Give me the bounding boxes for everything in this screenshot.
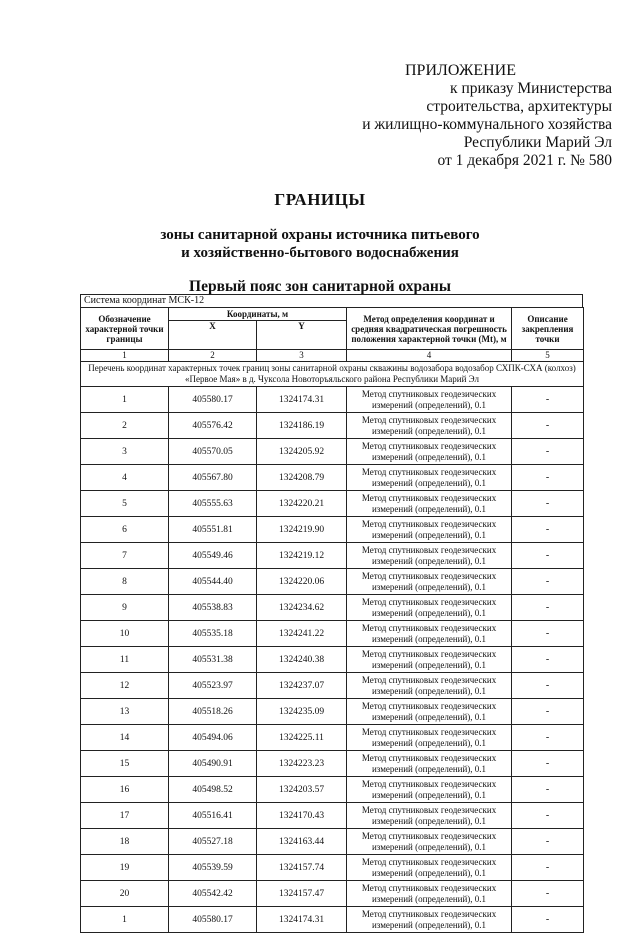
method-cell: Метод спутниковых геодезических измерений (определений), 0.1 <box>347 413 512 439</box>
x-cell: 405567.80 <box>169 465 257 491</box>
method-cell: Метод спутниковых геодезических измерений (определений), 0.1 <box>347 439 512 465</box>
fixing-cell: - <box>512 569 584 595</box>
x-cell: 405580.17 <box>169 387 257 413</box>
x-cell: 405544.40 <box>169 569 257 595</box>
fixing-cell: - <box>512 595 584 621</box>
y-cell: 1324174.31 <box>257 907 347 933</box>
x-cell: 405580.17 <box>169 907 257 933</box>
title-block <box>0 190 640 296</box>
fixing-cell: - <box>512 881 584 907</box>
y-cell: 1324157.74 <box>257 855 347 881</box>
method-cell: Метод спутниковых геодезических измерений (определений), 0.1 <box>347 647 512 673</box>
method-cell: Метод спутниковых геодезических измерений (определений), 0.1 <box>347 777 512 803</box>
x-cell: 405494.06 <box>169 725 257 751</box>
method-cell: Метод спутниковых геодезических измерений (определений), 0.1 <box>347 465 512 491</box>
column-number: 5 <box>512 350 584 362</box>
point-cell: 13 <box>81 699 169 725</box>
appendix-heading: ПРИЛОЖЕНИЕ <box>404 62 516 79</box>
y-cell: 1324241.22 <box>257 621 347 647</box>
table-row <box>81 803 584 829</box>
coordinates-table <box>80 307 584 933</box>
x-cell: 405523.97 <box>169 673 257 699</box>
subtitle-line-1: зоны санитарной охраны источника питьевого <box>160 227 480 243</box>
fixing-cell: - <box>512 543 584 569</box>
x-cell: 405518.26 <box>169 699 257 725</box>
point-cell: 15 <box>81 751 169 777</box>
point-cell: 1 <box>81 387 169 413</box>
point-cell: 9 <box>81 595 169 621</box>
table-row <box>81 699 584 725</box>
fixing-cell: - <box>512 465 584 491</box>
x-cell: 405531.38 <box>169 647 257 673</box>
column-number: 1 <box>81 350 169 362</box>
point-cell: 1 <box>81 907 169 933</box>
fixing-cell: - <box>512 829 584 855</box>
table-row <box>81 751 584 777</box>
point-cell: 14 <box>81 725 169 751</box>
table-row <box>81 491 584 517</box>
point-cell: 7 <box>81 543 169 569</box>
column-number: 4 <box>347 350 512 362</box>
x-cell: 405539.59 <box>169 855 257 881</box>
method-cell: Метод спутниковых геодезических измерений (определений), 0.1 <box>347 855 512 881</box>
x-cell: 405527.18 <box>169 829 257 855</box>
x-cell: 405490.91 <box>169 751 257 777</box>
point-cell: 3 <box>81 439 169 465</box>
table-row <box>81 413 584 439</box>
method-cell: Метод спутниковых геодезических измерений (определений), 0.1 <box>347 725 512 751</box>
table-row <box>81 673 584 699</box>
y-cell: 1324220.21 <box>257 491 347 517</box>
x-cell: 405570.05 <box>169 439 257 465</box>
method-cell: Метод спутниковых геодезических измерений (определений), 0.1 <box>347 569 512 595</box>
fixing-cell: - <box>512 439 584 465</box>
fixing-cell: - <box>512 387 584 413</box>
table-row <box>81 595 584 621</box>
coordinate-system-label: Система координат МСК-12 <box>80 294 583 307</box>
column-number: 2 <box>169 350 257 362</box>
x-cell: 405549.46 <box>169 543 257 569</box>
appendix-line: от 1 декабря 2021 г. № 580 <box>437 152 612 169</box>
fixing-cell: - <box>512 413 584 439</box>
method-cell: Метод спутниковых геодезических измерений (определений), 0.1 <box>347 803 512 829</box>
header-designation: Обозначение характерной точки границы <box>81 308 169 350</box>
appendix-line: к приказу Министерства <box>450 80 612 97</box>
method-cell: Метод спутниковых геодезических измерений (определений), 0.1 <box>347 543 512 569</box>
header-coordinates: Координаты, м <box>169 308 347 321</box>
subtitle-line-2: и хозяйственно-бытового водоснабжения <box>181 245 459 261</box>
table-row <box>81 465 584 491</box>
y-cell: 1324220.06 <box>257 569 347 595</box>
document-title: ГРАНИЦЫ <box>274 190 366 209</box>
y-cell: 1324234.62 <box>257 595 347 621</box>
table-row <box>81 387 584 413</box>
table-row <box>81 829 584 855</box>
y-cell: 1324225.11 <box>257 725 347 751</box>
fixing-cell: - <box>512 855 584 881</box>
fixing-cell: - <box>512 699 584 725</box>
fixing-cell: - <box>512 621 584 647</box>
table-row <box>81 855 584 881</box>
method-cell: Метод спутниковых геодезических измерений (определений), 0.1 <box>347 491 512 517</box>
method-cell: Метод спутниковых геодезических измерений (определений), 0.1 <box>347 595 512 621</box>
method-cell: Метод спутниковых геодезических измерений (определений), 0.1 <box>347 751 512 777</box>
table-row <box>81 881 584 907</box>
x-cell: 405535.18 <box>169 621 257 647</box>
fixing-cell: - <box>512 803 584 829</box>
fixing-cell: - <box>512 777 584 803</box>
method-cell: Метод спутниковых геодезических измерений (определений), 0.1 <box>347 881 512 907</box>
fixing-cell: - <box>512 725 584 751</box>
fixing-cell: - <box>512 647 584 673</box>
point-cell: 10 <box>81 621 169 647</box>
fixing-cell: - <box>512 907 584 933</box>
header-y: Y <box>257 321 347 350</box>
point-cell: 11 <box>81 647 169 673</box>
table-row <box>81 777 584 803</box>
x-cell: 405516.41 <box>169 803 257 829</box>
appendix-block <box>282 62 612 170</box>
y-cell: 1324174.31 <box>257 387 347 413</box>
point-cell: 6 <box>81 517 169 543</box>
point-cell: 20 <box>81 881 169 907</box>
fixing-cell: - <box>512 517 584 543</box>
x-cell: 405576.42 <box>169 413 257 439</box>
document-subtitle <box>0 226 640 262</box>
point-cell: 16 <box>81 777 169 803</box>
y-cell: 1324163.44 <box>257 829 347 855</box>
point-cell: 2 <box>81 413 169 439</box>
y-cell: 1324219.12 <box>257 543 347 569</box>
y-cell: 1324203.57 <box>257 777 347 803</box>
fixing-cell: - <box>512 751 584 777</box>
method-cell: Метод спутниковых геодезических измерений (определений), 0.1 <box>347 387 512 413</box>
fixing-cell: - <box>512 491 584 517</box>
x-cell: 405498.52 <box>169 777 257 803</box>
table-row <box>81 543 584 569</box>
appendix-line: Республики Марий Эл <box>463 134 612 151</box>
appendix-line: и жилищно-коммунального хозяйства <box>362 116 612 133</box>
point-cell: 8 <box>81 569 169 595</box>
fixing-cell: - <box>512 673 584 699</box>
column-number: 3 <box>257 350 347 362</box>
y-cell: 1324170.43 <box>257 803 347 829</box>
table-caption: Перечень координат характерных точек границ зоны санитарной охраны скважины водозабора водозабор СХПК-СХА (колхоз) «Первое Мая» в д. Чуксола Новоторъяльского района Республики Марий Эл <box>81 362 584 387</box>
point-cell: 12 <box>81 673 169 699</box>
method-cell: Метод спутниковых геодезических измерений (определений), 0.1 <box>347 699 512 725</box>
point-cell: 19 <box>81 855 169 881</box>
y-cell: 1324208.79 <box>257 465 347 491</box>
table-row <box>81 439 584 465</box>
method-cell: Метод спутниковых геодезических измерений (определений), 0.1 <box>347 907 512 933</box>
y-cell: 1324237.07 <box>257 673 347 699</box>
header-fixing: Описание закрепления точки <box>512 308 584 350</box>
y-cell: 1324219.90 <box>257 517 347 543</box>
method-cell: Метод спутниковых геодезических измерений (определений), 0.1 <box>347 829 512 855</box>
appendix-line: строительства, архитектуры <box>426 98 612 115</box>
y-cell: 1324235.09 <box>257 699 347 725</box>
point-cell: 17 <box>81 803 169 829</box>
table-row <box>81 569 584 595</box>
table-row <box>81 725 584 751</box>
x-cell: 405551.81 <box>169 517 257 543</box>
table-row <box>81 517 584 543</box>
method-cell: Метод спутниковых геодезических измерений (определений), 0.1 <box>347 517 512 543</box>
table-body <box>81 387 584 933</box>
y-cell: 1324157.47 <box>257 881 347 907</box>
y-cell: 1324223.23 <box>257 751 347 777</box>
table-row <box>81 907 584 933</box>
header-method: Метод определения координат и средняя квадратическая погрешность положения характерной точки (Mt), м <box>347 308 512 350</box>
x-cell: 405555.63 <box>169 491 257 517</box>
point-cell: 4 <box>81 465 169 491</box>
coordinates-table-wrapper <box>80 294 583 933</box>
y-cell: 1324205.92 <box>257 439 347 465</box>
y-cell: 1324240.38 <box>257 647 347 673</box>
point-cell: 18 <box>81 829 169 855</box>
method-cell: Метод спутниковых геодезических измерений (определений), 0.1 <box>347 673 512 699</box>
method-cell: Метод спутниковых геодезических измерений (определений), 0.1 <box>347 621 512 647</box>
header-x: X <box>169 321 257 350</box>
x-cell: 405538.83 <box>169 595 257 621</box>
belt-heading: Первый пояс зон санитарной охраны <box>189 278 451 295</box>
table-row <box>81 621 584 647</box>
table-row <box>81 647 584 673</box>
y-cell: 1324186.19 <box>257 413 347 439</box>
x-cell: 405542.42 <box>169 881 257 907</box>
point-cell: 5 <box>81 491 169 517</box>
